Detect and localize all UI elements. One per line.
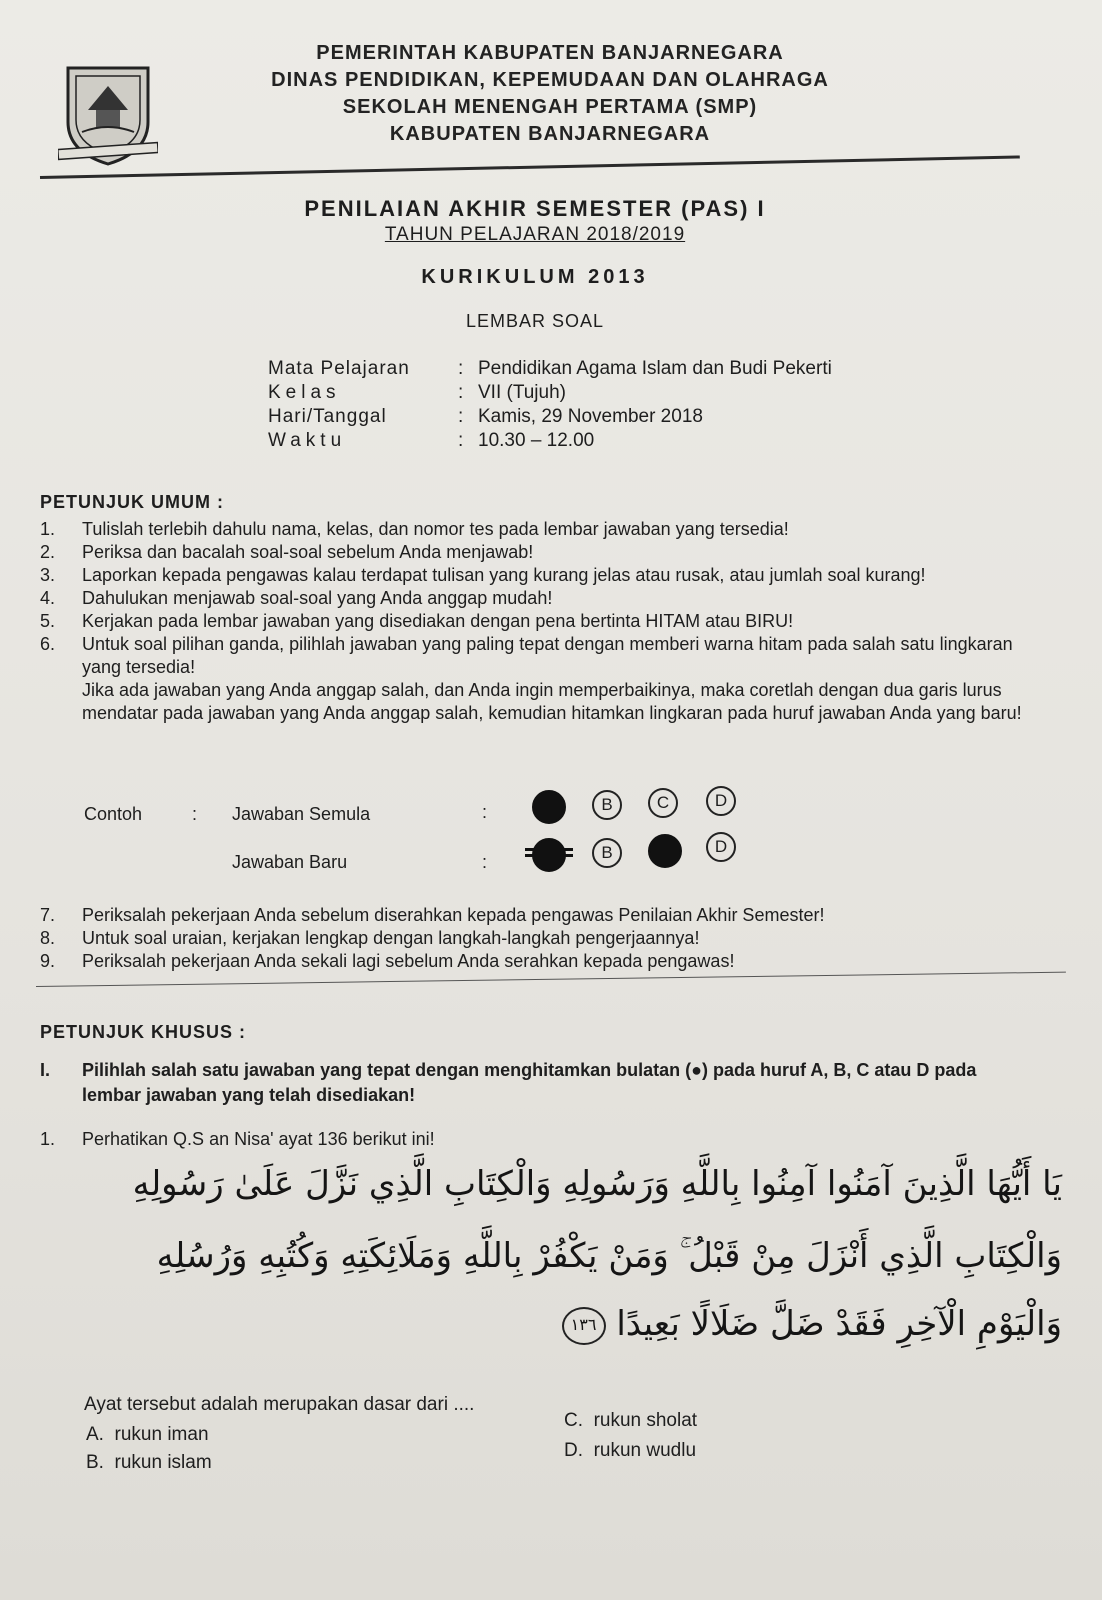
option-letter: B. [86,1452,104,1473]
meta-label: Waktu [268,430,347,451]
item-continuation: Jika ada jawaban yang Anda anggap salah, dan Anda ingin memperbaikinya, maka coretlah dengan dua garis lurus mendatar pada jawaban yang Anda anggap salah, kemudian hitamkan lingkaran pada huruf jawaban Anda yang baru! [82,680,1022,723]
exam-meta [268,358,832,454]
meta-separator: : [458,406,464,427]
item-text: Tulislah terlebih dahulu nama, kelas, dan nomor tes pada lembar jawaban yang tersedia! [82,519,789,539]
list-item [40,904,1040,927]
header-line: SEKOLAH MENENGAH PERTAMA (SMP) [342,96,758,118]
meta-row-date [268,406,832,430]
general-instructions-list [40,518,1040,725]
option-text: rukun wudlu [593,1440,697,1461]
example-revised-label: Jawaban Baru [232,852,348,872]
example-original-label: Jawaban Semula [232,804,371,824]
meta-separator: : [458,358,464,379]
question-stem: Ayat tersebut adalah merupakan dasar dari .... [84,1394,475,1415]
item-text: Dahulukan menjawab soal-soal yang Anda anggap mudah! [82,588,553,608]
meta-row-class [268,382,832,406]
item-text: Pilihlah salah satu jawaban yang tepat dengan menghitamkan bulatan (●) pada huruf A, B, C atau D pada lembar jawaban yang telah disediakan! [82,1060,977,1105]
answer-bubble: D [706,786,736,816]
option-c [564,1410,697,1432]
item-text: Untuk soal uraian, kerjakan lengkap dengan langkah-langkah pengerjaannya! [82,928,700,948]
item-number: 1. [40,519,56,539]
example-separator: : [482,802,488,822]
meta-value: 10.30 – 12.00 [478,430,595,451]
example-label: Contoh [84,804,143,824]
special-instructions [40,1058,1040,1108]
list-item [40,564,1040,587]
option-letter: C. [564,1410,583,1431]
item-number: I. [40,1060,51,1080]
meta-row-subject [268,358,832,382]
option-letter: A. [86,1424,104,1445]
item-number: 6. [40,634,56,654]
meta-value: VII (Tujuh) [478,382,566,403]
general-instructions-list-continued [40,904,1040,973]
item-number: 4. [40,588,56,608]
item-text: Laporkan kepada pengawas kalau terdapat tulisan yang kurang jelas atau rusak, atau jumlah soal kurang! [82,565,926,585]
list-item [40,518,1040,541]
meta-separator: : [458,430,464,451]
arabic-verse-text: وَالْيَوْمِ الْآخِرِ فَقَدْ ضَلَّ ضَلَالًا بَعِيدًا [616,1304,1062,1344]
answer-bubble: C [648,788,678,818]
arabic-verse-line: يَا أَيُّهَا الَّذِينَ آمَنُوا آمِنُوا بِاللَّهِ وَرَسُولِهِ وَالْكِتَابِ الَّذِي نَزَّلَ عَلَىٰ رَسُولِهِ [132,1164,1062,1204]
item-number: 2. [40,542,56,562]
item-text: Periksalah pekerjaan Anda sebelum diserahkan kepada pengawas Penilaian Akhir Semester! [82,905,825,925]
item-number: 9. [40,951,56,971]
example-separator: : [482,852,488,872]
item-number: 3. [40,565,56,585]
verse-number-mark: ١٣٦ [562,1307,606,1345]
item-number: 8. [40,928,56,948]
list-item [40,587,1040,610]
option-b [86,1452,212,1474]
item-text: Kerjakan pada lembar jawaban yang disediakan dengan pena bertinta HITAM atau BIRU! [82,611,794,631]
list-item [40,927,1040,950]
answer-bubble-crossed [532,838,566,872]
regency-crest-icon [58,60,158,168]
option-text: rukun iman [114,1424,209,1445]
option-a [86,1424,209,1446]
item-number: 7. [40,905,56,925]
answer-bubble-filled [648,834,682,868]
exam-title: PENILAIAN AKHIR SEMESTER (PAS) I [304,196,766,221]
list-item [40,633,1040,679]
answer-bubble-filled [532,790,566,824]
question-text: Perhatikan Q.S an Nisa' ayat 136 berikut ini! [82,1129,435,1149]
answer-bubble: B [592,838,622,868]
meta-value: Pendidikan Agama Islam dan Budi Pekerti [478,358,832,379]
answer-bubble: D [706,832,736,862]
list-item [40,1128,1040,1151]
arabic-verse-line-final [562,1304,1062,1345]
list-item [40,1058,1040,1108]
header-line: KABUPATEN BANJARNEGARA [389,123,711,145]
item-text: Untuk soal pilihan ganda, pilihlah jawaban yang paling tepat dengan memberi warna hitam pada salah satu lingkaran yang tersedia! [82,634,1013,677]
item-text: Periksa dan bacalah soal-soal sebelum Anda menjawab! [82,542,534,562]
header-line: DINAS PENDIDIKAN, KEPEMUDAAN DAN OLAHRAGA [271,69,829,91]
option-d [564,1440,696,1462]
arabic-verse-line: وَالْكِتَابِ الَّذِي أَنْزَلَ مِنْ قَبْلُ ۚ وَمَنْ يَكْفُرْ بِاللَّهِ وَمَلَائِكَتِهِ وَكُتُبِهِ وَرُسُلِهِ [156,1236,1062,1276]
list-item [40,610,1040,633]
section-divider [36,972,1066,987]
meta-label: Kelas [268,382,341,403]
example-separator: : [192,804,198,824]
exam-title-block [210,196,860,332]
strike-lines [525,848,573,851]
meta-value: Kamis, 29 November 2018 [478,406,703,427]
meta-label: Hari/Tanggal [268,406,387,427]
list-item [40,950,1040,973]
meta-label: Mata Pelajaran [268,358,410,379]
general-instructions-heading: PETUNJUK UMUM : [40,492,224,512]
header-divider [40,155,1020,179]
item-text: Periksalah pekerjaan Anda sekali lagi sebelum Anda serahkan kepada pengawas! [82,951,735,971]
curriculum: KURIKULUM 2013 [421,266,649,288]
question-number: 1. [40,1129,56,1149]
option-text: rukun sholat [593,1410,698,1431]
option-text: rukun islam [114,1452,212,1473]
option-letter: D. [564,1440,583,1461]
item-number: 5. [40,611,56,631]
institution-header [170,40,930,148]
sheet-label: LEMBAR SOAL [465,311,605,331]
header-line: PEMERINTAH KABUPATEN BANJARNEGARA [316,42,784,64]
list-item [40,541,1040,564]
meta-separator: : [458,382,464,403]
academic-year: TAHUN PELAJARAN 2018/2019 [384,224,686,245]
answer-bubble: B [592,790,622,820]
special-instructions-heading: PETUNJUK KHUSUS : [40,1022,247,1042]
meta-row-time [268,430,832,454]
question-1-prompt [40,1128,1040,1151]
